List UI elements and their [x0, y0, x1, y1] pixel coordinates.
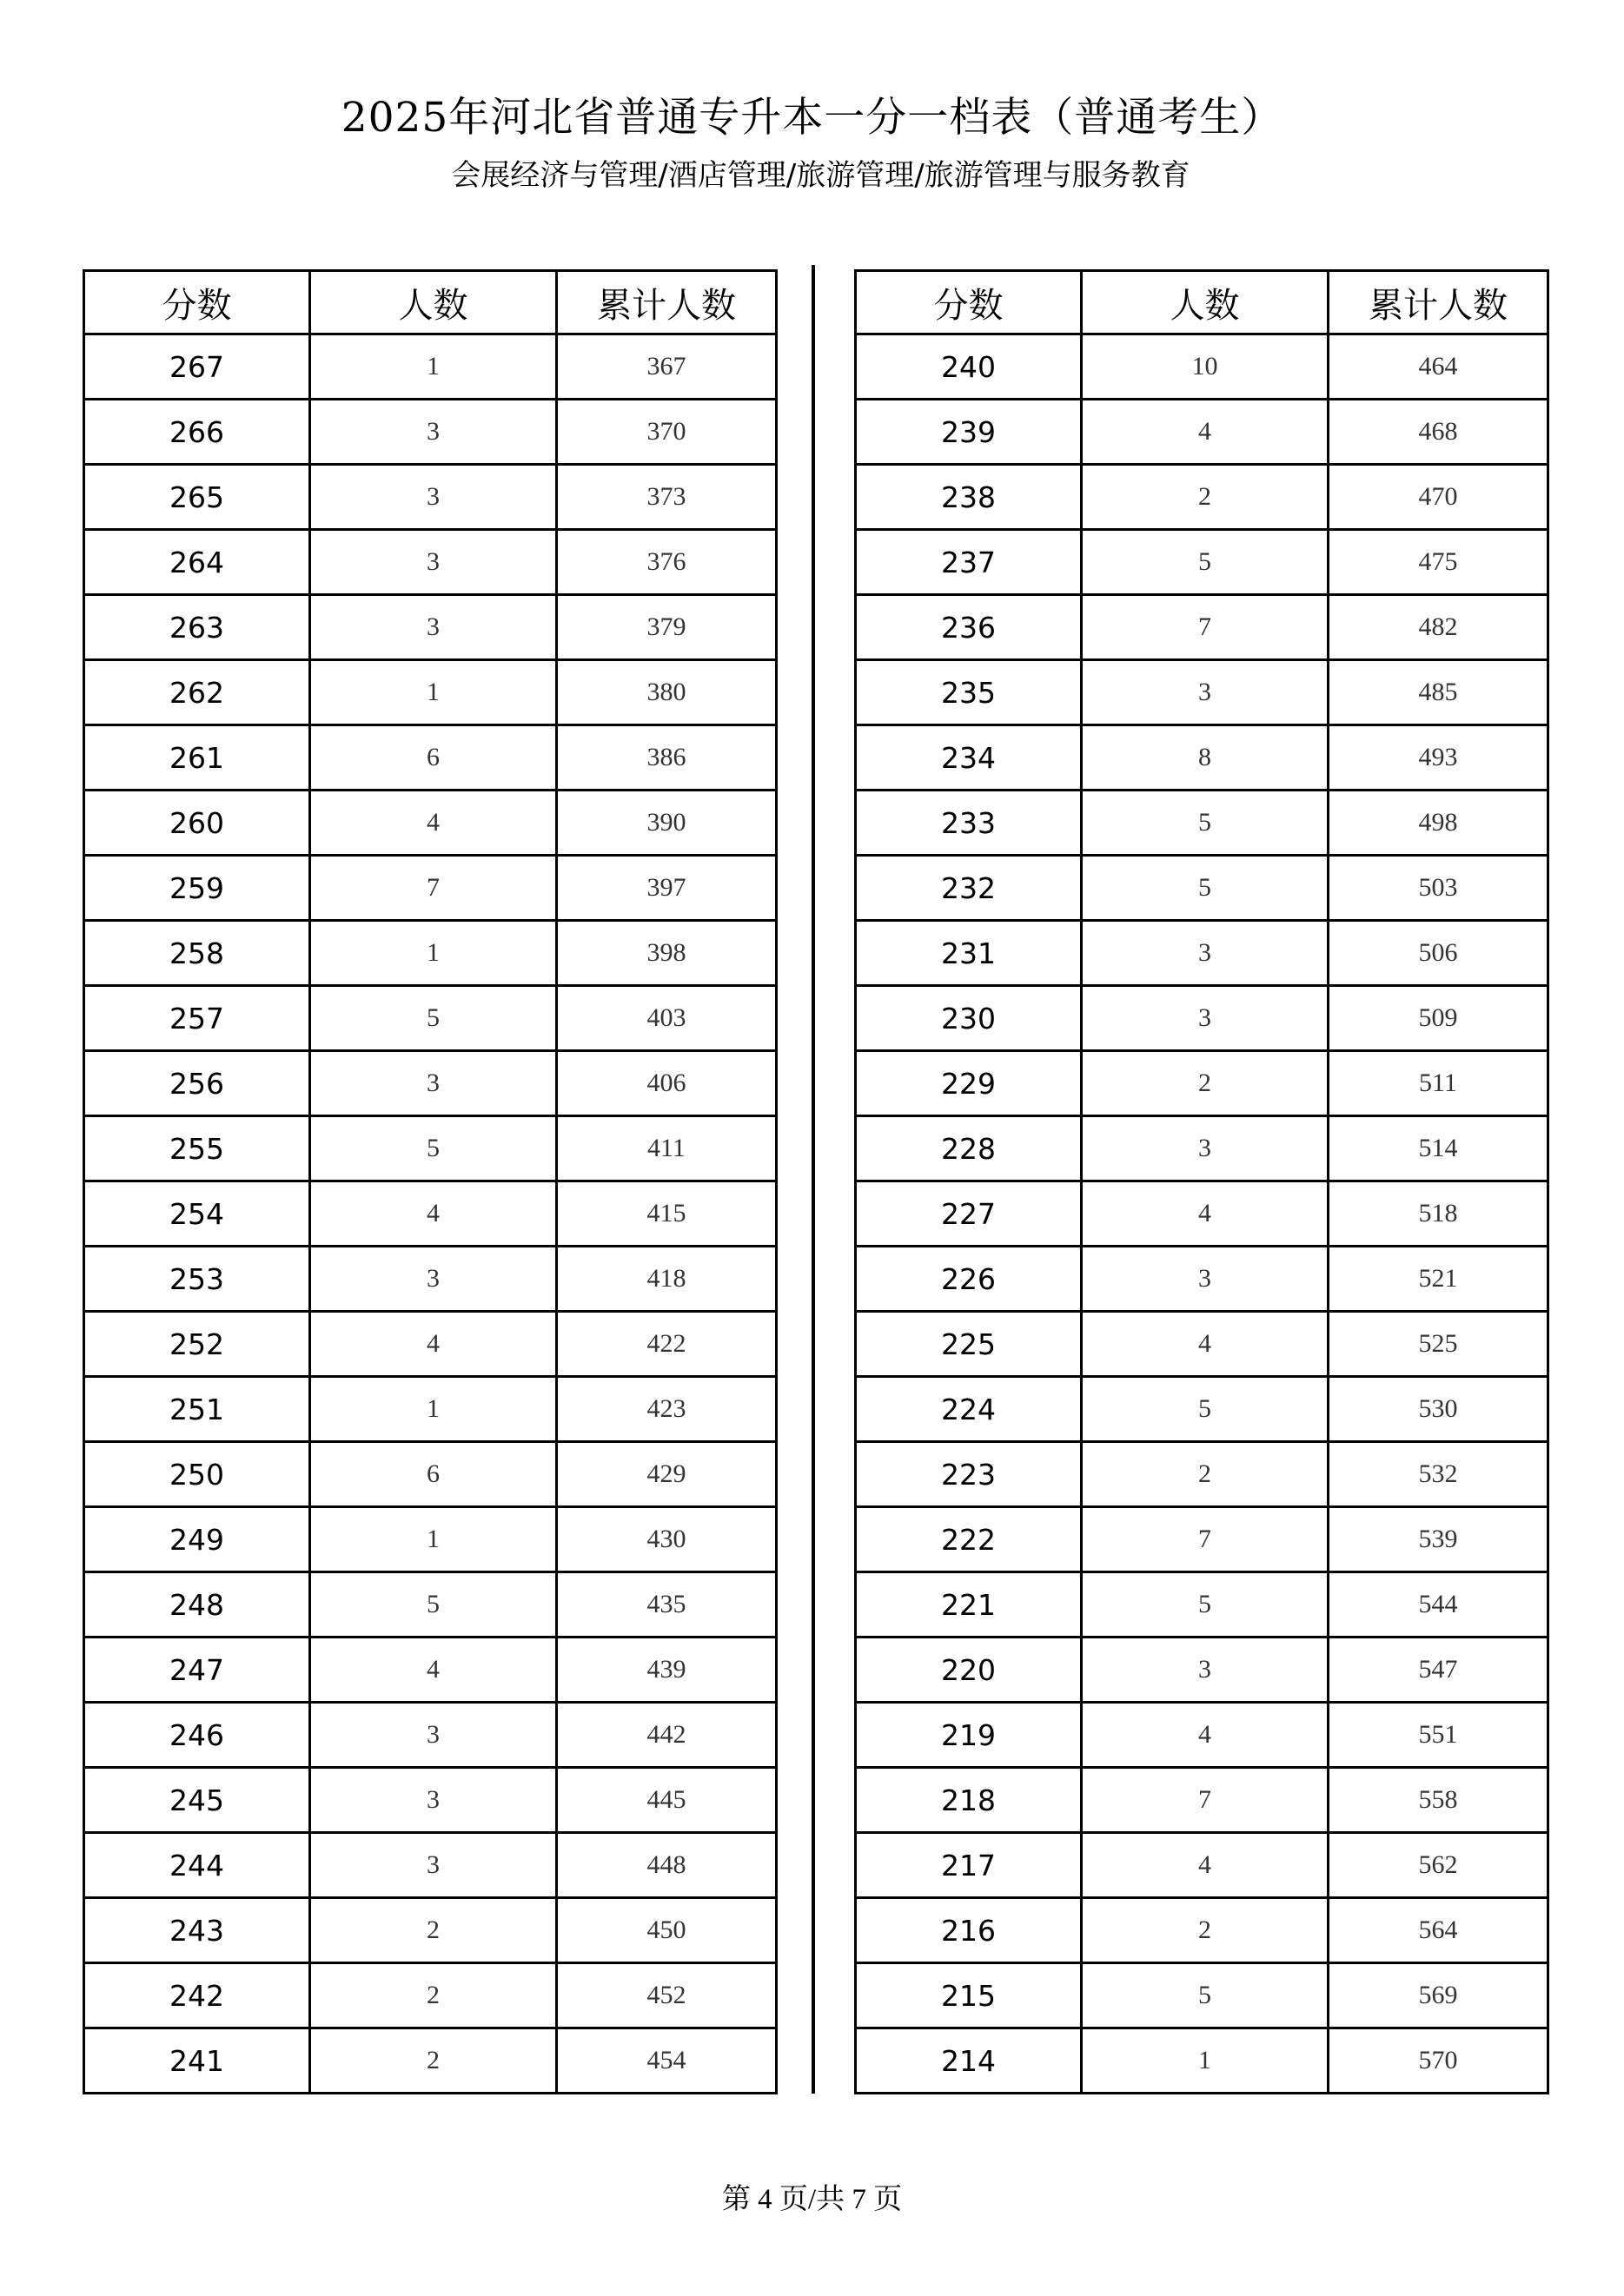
table-row	[84, 1051, 777, 1116]
cumulative-cell: 493	[1329, 725, 1548, 791]
count-cell: 3	[310, 1703, 557, 1768]
cumulative-cell: 406	[557, 1051, 777, 1116]
score-cell: 238	[856, 465, 1082, 530]
score-cell: 243	[84, 1898, 310, 1963]
table-row	[856, 530, 1548, 595]
count-cell: 6	[310, 1442, 557, 1507]
count-cell: 3	[310, 530, 557, 595]
table-row	[856, 1442, 1548, 1507]
table-row	[856, 400, 1548, 465]
cumulative-cell: 558	[1329, 1768, 1548, 1833]
table-row	[856, 725, 1548, 791]
score-cell: 242	[84, 1963, 310, 2028]
score-cell: 250	[84, 1442, 310, 1507]
column-divider	[812, 265, 815, 2094]
score-cell: 241	[84, 2028, 310, 2094]
count-cell: 5	[1082, 856, 1329, 921]
score-cell: 229	[856, 1051, 1082, 1116]
score-cell: 257	[84, 986, 310, 1051]
header-count: 人数	[1082, 271, 1329, 334]
cumulative-cell: 430	[557, 1507, 777, 1572]
count-cell: 1	[310, 334, 557, 400]
page-title: 2025年河北省普通专升本一分一档表（普通考生）	[341, 94, 1283, 142]
score-cell: 235	[856, 660, 1082, 725]
cumulative-cell: 470	[1329, 465, 1548, 530]
table-row	[84, 1963, 777, 2028]
count-cell: 4	[1082, 1312, 1329, 1377]
table-row	[856, 1377, 1548, 1442]
count-cell: 3	[1082, 986, 1329, 1051]
cumulative-cell: 562	[1329, 1833, 1548, 1898]
score-cell: 231	[856, 921, 1082, 986]
cumulative-cell: 532	[1329, 1442, 1548, 1507]
score-cell: 248	[84, 1572, 310, 1638]
cumulative-cell: 415	[557, 1181, 777, 1247]
cumulative-cell: 379	[557, 595, 777, 660]
count-cell: 3	[310, 1833, 557, 1898]
table-row	[856, 1247, 1548, 1312]
score-cell: 254	[84, 1181, 310, 1247]
count-cell: 3	[1082, 660, 1329, 725]
score-cell: 244	[84, 1833, 310, 1898]
table-row	[84, 400, 777, 465]
table-row	[856, 1116, 1548, 1181]
cumulative-cell: 448	[557, 1833, 777, 1898]
score-cell: 247	[84, 1638, 310, 1703]
score-cell: 245	[84, 1768, 310, 1833]
count-cell: 2	[1082, 1898, 1329, 1963]
table-row	[84, 530, 777, 595]
cumulative-cell: 423	[557, 1377, 777, 1442]
table-row	[856, 1963, 1548, 2028]
score-cell: 251	[84, 1377, 310, 1442]
count-cell: 7	[1082, 1768, 1329, 1833]
count-cell: 1	[310, 660, 557, 725]
count-cell: 5	[310, 1572, 557, 1638]
table-row	[856, 595, 1548, 660]
cumulative-cell: 564	[1329, 1898, 1548, 1963]
count-cell: 7	[310, 856, 557, 921]
table-row	[856, 465, 1548, 530]
table-row	[856, 1638, 1548, 1703]
score-cell: 236	[856, 595, 1082, 660]
count-cell: 3	[310, 465, 557, 530]
header-cumulative: 累计人数	[1329, 271, 1548, 334]
count-cell: 4	[310, 791, 557, 856]
table-body-left	[84, 334, 777, 2094]
score-cell: 239	[856, 400, 1082, 465]
cumulative-cell: 373	[557, 465, 777, 530]
table-row	[84, 921, 777, 986]
count-cell: 3	[310, 400, 557, 465]
count-cell: 5	[310, 1116, 557, 1181]
count-cell: 3	[1082, 921, 1329, 986]
count-cell: 5	[1082, 530, 1329, 595]
score-cell: 265	[84, 465, 310, 530]
cumulative-cell: 442	[557, 1703, 777, 1768]
score-cell: 224	[856, 1377, 1082, 1442]
table-row	[856, 791, 1548, 856]
count-cell: 7	[1082, 595, 1329, 660]
count-cell: 4	[310, 1312, 557, 1377]
count-cell: 3	[1082, 1116, 1329, 1181]
count-cell: 4	[310, 1181, 557, 1247]
score-cell: 264	[84, 530, 310, 595]
score-cell: 223	[856, 1442, 1082, 1507]
table-row	[856, 2028, 1548, 2094]
score-cell: 227	[856, 1181, 1082, 1247]
score-cell: 220	[856, 1638, 1082, 1703]
score-cell: 232	[856, 856, 1082, 921]
table-row	[856, 660, 1548, 725]
table-row	[84, 2028, 777, 2094]
score-cell: 234	[856, 725, 1082, 791]
score-table-left	[83, 269, 778, 2094]
count-cell: 3	[310, 595, 557, 660]
table-header-row	[856, 271, 1548, 334]
cumulative-cell: 429	[557, 1442, 777, 1507]
table-header-row	[84, 271, 777, 334]
table-row	[84, 1181, 777, 1247]
score-cell: 233	[856, 791, 1082, 856]
cumulative-cell: 468	[1329, 400, 1548, 465]
table-row	[84, 1442, 777, 1507]
cumulative-cell: 435	[557, 1572, 777, 1638]
score-cell: 216	[856, 1898, 1082, 1963]
table-row	[84, 986, 777, 1051]
count-cell: 1	[310, 921, 557, 986]
cumulative-cell: 485	[1329, 660, 1548, 725]
score-cell: 222	[856, 1507, 1082, 1572]
count-cell: 4	[1082, 1703, 1329, 1768]
cumulative-cell: 464	[1329, 334, 1548, 400]
count-cell: 2	[1082, 1442, 1329, 1507]
score-cell: 258	[84, 921, 310, 986]
cumulative-cell: 475	[1329, 530, 1548, 595]
count-cell: 3	[310, 1051, 557, 1116]
cumulative-cell: 390	[557, 791, 777, 856]
cumulative-cell: 450	[557, 1898, 777, 1963]
table-row	[856, 1181, 1548, 1247]
table-row	[856, 1703, 1548, 1768]
table-row	[856, 921, 1548, 986]
table-row	[84, 1833, 777, 1898]
count-cell: 10	[1082, 334, 1329, 400]
count-cell: 7	[1082, 1507, 1329, 1572]
cumulative-cell: 370	[557, 400, 777, 465]
cumulative-cell: 518	[1329, 1181, 1548, 1247]
table-row	[856, 1507, 1548, 1572]
table-row	[84, 334, 777, 400]
table-row	[856, 1051, 1548, 1116]
cumulative-cell: 547	[1329, 1638, 1548, 1703]
count-cell: 5	[1082, 1572, 1329, 1638]
cumulative-cell: 503	[1329, 856, 1548, 921]
cumulative-cell: 569	[1329, 1963, 1548, 2028]
score-cell: 217	[856, 1833, 1082, 1898]
count-cell: 3	[310, 1247, 557, 1312]
score-cell: 226	[856, 1247, 1082, 1312]
table-row	[84, 1116, 777, 1181]
table-row	[84, 1768, 777, 1833]
table-row	[84, 1312, 777, 1377]
score-cell: 214	[856, 2028, 1082, 2094]
count-cell: 2	[310, 1963, 557, 2028]
count-cell: 5	[1082, 791, 1329, 856]
score-cell: 218	[856, 1768, 1082, 1833]
cumulative-cell: 551	[1329, 1703, 1548, 1768]
count-cell: 2	[1082, 1051, 1329, 1116]
score-cell: 228	[856, 1116, 1082, 1181]
cumulative-cell: 498	[1329, 791, 1548, 856]
count-cell: 1	[310, 1507, 557, 1572]
table-row	[856, 1833, 1548, 1898]
table-row	[856, 1898, 1548, 1963]
count-cell: 8	[1082, 725, 1329, 791]
score-cell: 253	[84, 1247, 310, 1312]
score-table-right	[854, 269, 1549, 2094]
score-cell: 255	[84, 1116, 310, 1181]
table-row	[84, 660, 777, 725]
score-cell: 249	[84, 1507, 310, 1572]
cumulative-cell: 514	[1329, 1116, 1548, 1181]
header-score: 分数	[856, 271, 1082, 334]
cumulative-cell: 506	[1329, 921, 1548, 986]
score-cell: 225	[856, 1312, 1082, 1377]
table-row	[84, 1703, 777, 1768]
table-row	[84, 1247, 777, 1312]
score-cell: 219	[856, 1703, 1082, 1768]
score-cell: 266	[84, 400, 310, 465]
count-cell: 2	[1082, 465, 1329, 530]
count-cell: 1	[310, 1377, 557, 1442]
header-cumulative: 累计人数	[557, 271, 777, 334]
cumulative-cell: 511	[1329, 1051, 1548, 1116]
score-cell: 256	[84, 1051, 310, 1116]
table-body-right	[856, 334, 1548, 2094]
table-row	[84, 1638, 777, 1703]
table-row	[84, 465, 777, 530]
score-cell: 237	[856, 530, 1082, 595]
table-row	[856, 1312, 1548, 1377]
cumulative-cell: 439	[557, 1638, 777, 1703]
count-cell: 1	[1082, 2028, 1329, 2094]
cumulative-cell: 445	[557, 1768, 777, 1833]
cumulative-cell: 411	[557, 1116, 777, 1181]
cumulative-cell: 454	[557, 2028, 777, 2094]
table-row	[84, 595, 777, 660]
cumulative-cell: 376	[557, 530, 777, 595]
cumulative-cell: 452	[557, 1963, 777, 2028]
page-subtitle: 会展经济与管理/酒店管理/旅游管理/旅游管理与服务教育	[451, 158, 1190, 193]
count-cell: 4	[1082, 400, 1329, 465]
cumulative-cell: 544	[1329, 1572, 1548, 1638]
score-cell: 215	[856, 1963, 1082, 2028]
cumulative-cell: 530	[1329, 1377, 1548, 1442]
table-row	[84, 791, 777, 856]
table-row	[84, 1898, 777, 1963]
table-row	[856, 1572, 1548, 1638]
cumulative-cell: 386	[557, 725, 777, 791]
cumulative-cell: 367	[557, 334, 777, 400]
score-cell: 221	[856, 1572, 1082, 1638]
cumulative-cell: 418	[557, 1247, 777, 1312]
table-row	[856, 986, 1548, 1051]
cumulative-cell: 509	[1329, 986, 1548, 1051]
table-row	[84, 1507, 777, 1572]
count-cell: 4	[310, 1638, 557, 1703]
score-cell: 252	[84, 1312, 310, 1377]
count-cell: 5	[1082, 1377, 1329, 1442]
count-cell: 4	[1082, 1181, 1329, 1247]
table-row	[856, 856, 1548, 921]
header-count: 人数	[310, 271, 557, 334]
score-cell: 240	[856, 334, 1082, 400]
table-row	[84, 1572, 777, 1638]
score-cell: 246	[84, 1703, 310, 1768]
score-cell: 267	[84, 334, 310, 400]
table-row	[84, 1377, 777, 1442]
table-row	[84, 725, 777, 791]
table-row	[856, 334, 1548, 400]
count-cell: 2	[310, 2028, 557, 2094]
count-cell: 3	[1082, 1247, 1329, 1312]
score-cell: 259	[84, 856, 310, 921]
cumulative-cell: 380	[557, 660, 777, 725]
cumulative-cell: 539	[1329, 1507, 1548, 1572]
score-cell: 263	[84, 595, 310, 660]
cumulative-cell: 397	[557, 856, 777, 921]
score-cell: 262	[84, 660, 310, 725]
cumulative-cell: 403	[557, 986, 777, 1051]
cumulative-cell: 422	[557, 1312, 777, 1377]
score-cell: 260	[84, 791, 310, 856]
score-cell: 230	[856, 986, 1082, 1051]
header-score: 分数	[84, 271, 310, 334]
cumulative-cell: 570	[1329, 2028, 1548, 2094]
count-cell: 5	[1082, 1963, 1329, 2028]
cumulative-cell: 525	[1329, 1312, 1548, 1377]
table-row	[856, 1768, 1548, 1833]
count-cell: 3	[1082, 1638, 1329, 1703]
count-cell: 6	[310, 725, 557, 791]
count-cell: 5	[310, 986, 557, 1051]
score-cell: 261	[84, 725, 310, 791]
cumulative-cell: 482	[1329, 595, 1548, 660]
count-cell: 2	[310, 1898, 557, 1963]
count-cell: 3	[310, 1768, 557, 1833]
count-cell: 4	[1082, 1833, 1329, 1898]
page-footer: 第 4 页/共 7 页	[721, 2184, 903, 2215]
cumulative-cell: 398	[557, 921, 777, 986]
table-row	[84, 856, 777, 921]
cumulative-cell: 521	[1329, 1247, 1548, 1312]
